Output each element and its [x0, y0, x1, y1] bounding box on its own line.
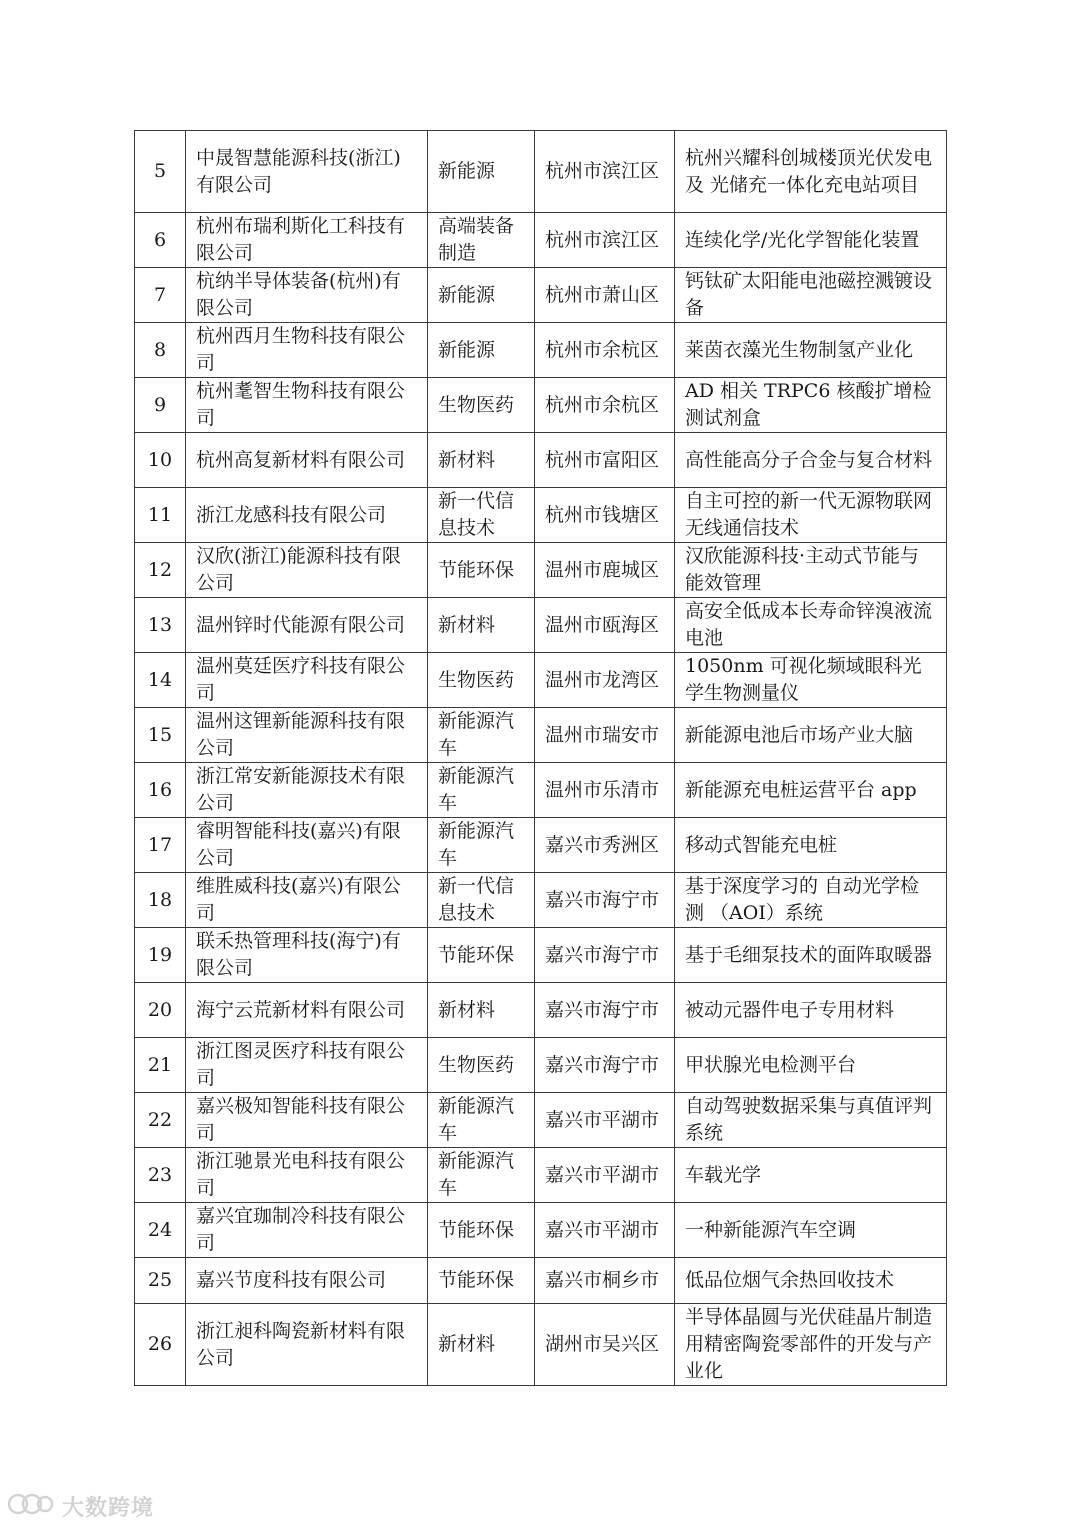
table-row [135, 323, 947, 378]
location-cell: 嘉兴市海宁市 [535, 1038, 675, 1093]
company-cell: 嘉兴宜珈制冷科技有限公司 [186, 1203, 428, 1258]
company-cell: 杭州高复新材料有限公司 [186, 433, 428, 488]
company-cell: 温州这锂新能源科技有限公司 [186, 708, 428, 763]
project-cell: 一种新能源汽车空调 [675, 1203, 947, 1258]
location-cell: 杭州市富阳区 [535, 433, 675, 488]
row-number: 23 [135, 1148, 186, 1203]
row-number: 15 [135, 708, 186, 763]
table-row [135, 213, 947, 268]
project-cell: 钙钛矿太阳能电池磁控溅镀设备 [675, 268, 947, 323]
project-cell: 半导体晶圆与光伏硅晶片制造用精密陶瓷零部件的开发与产业化 [675, 1304, 947, 1386]
project-cell: 新能源充电桩运营平台 app [675, 763, 947, 818]
location-cell: 杭州市钱塘区 [535, 488, 675, 543]
industry-cell: 生物医药 [428, 378, 535, 433]
table-row [135, 653, 947, 708]
row-number: 19 [135, 928, 186, 983]
industry-cell: 新一代信息技术 [428, 873, 535, 928]
project-cell: 汉欣能源科技·主动式节能与能效管理 [675, 543, 947, 598]
industry-cell: 新能源汽车 [428, 708, 535, 763]
row-number: 16 [135, 763, 186, 818]
company-cell: 中晟智慧能源科技(浙江)有限公司 [186, 131, 428, 213]
company-cell: 浙江昶科陶瓷新材料有限公司 [186, 1304, 428, 1386]
location-cell: 嘉兴市海宁市 [535, 928, 675, 983]
project-cell: 低品位烟气余热回收技术 [675, 1258, 947, 1304]
project-cell: 1050nm 可视化频域眼科光学生物测量仪 [675, 653, 947, 708]
location-cell: 杭州市萧山区 [535, 268, 675, 323]
location-cell: 温州市龙湾区 [535, 653, 675, 708]
row-number: 14 [135, 653, 186, 708]
industry-cell: 节能环保 [428, 928, 535, 983]
table-row [135, 873, 947, 928]
industry-cell: 新能源 [428, 323, 535, 378]
location-cell: 温州市瑞安市 [535, 708, 675, 763]
project-cell: 杭州兴耀科创城楼顶光伏发电及 光储充一体化充电站项目 [675, 131, 947, 213]
table-row [135, 598, 947, 653]
company-cell: 维胜威科技(嘉兴)有限公司 [186, 873, 428, 928]
company-cell: 杭州西月生物科技有限公司 [186, 323, 428, 378]
row-number: 21 [135, 1038, 186, 1093]
row-number: 5 [135, 131, 186, 213]
industry-cell: 新材料 [428, 1304, 535, 1386]
location-cell: 杭州市余杭区 [535, 323, 675, 378]
project-cell: 新能源电池后市场产业大脑 [675, 708, 947, 763]
table-row [135, 983, 947, 1038]
industry-cell: 新能源汽车 [428, 1148, 535, 1203]
table-row [135, 433, 947, 488]
location-cell: 杭州市滨江区 [535, 213, 675, 268]
company-cell: 联禾热管理科技(海宁)有限公司 [186, 928, 428, 983]
project-cell: 高安全低成本长寿命锌溴液流电池 [675, 598, 947, 653]
industry-cell: 新能源 [428, 131, 535, 213]
location-cell: 嘉兴市海宁市 [535, 873, 675, 928]
company-cell: 浙江图灵医疗科技有限公司 [186, 1038, 428, 1093]
industry-cell: 新能源 [428, 268, 535, 323]
industry-cell: 新一代信息技术 [428, 488, 535, 543]
project-cell: 车载光学 [675, 1148, 947, 1203]
table-row [135, 708, 947, 763]
industry-cell: 节能环保 [428, 543, 535, 598]
row-number: 13 [135, 598, 186, 653]
project-cell: 高性能高分子合金与复合材料 [675, 433, 947, 488]
row-number: 8 [135, 323, 186, 378]
company-cell: 睿明智能科技(嘉兴)有限公司 [186, 818, 428, 873]
industry-cell: 节能环保 [428, 1258, 535, 1304]
project-cell: 移动式智能充电桩 [675, 818, 947, 873]
table-row [135, 488, 947, 543]
project-cell: 自主可控的新一代无源物联网无线通信技术 [675, 488, 947, 543]
industry-cell: 生物医药 [428, 653, 535, 708]
row-number: 18 [135, 873, 186, 928]
industry-cell: 新材料 [428, 983, 535, 1038]
project-cell: 基于毛细泵技术的面阵取暖器 [675, 928, 947, 983]
table-row [135, 928, 947, 983]
location-cell: 嘉兴市平湖市 [535, 1203, 675, 1258]
table-row [135, 763, 947, 818]
row-number: 9 [135, 378, 186, 433]
table-row [135, 1093, 947, 1148]
table-row [135, 268, 947, 323]
table-row [135, 818, 947, 873]
location-cell: 温州市乐清市 [535, 763, 675, 818]
location-cell: 湖州市吴兴区 [535, 1304, 675, 1386]
industry-cell: 新材料 [428, 433, 535, 488]
row-number: 24 [135, 1203, 186, 1258]
row-number: 22 [135, 1093, 186, 1148]
project-cell: 甲状腺光电检测平台 [675, 1038, 947, 1093]
table-row [135, 543, 947, 598]
location-cell: 温州市瓯海区 [535, 598, 675, 653]
row-number: 10 [135, 433, 186, 488]
table-body [135, 131, 947, 1386]
row-number: 25 [135, 1258, 186, 1304]
table-row [135, 1203, 947, 1258]
project-cell: 莱茵衣藻光生物制氢产业化 [675, 323, 947, 378]
row-number: 7 [135, 268, 186, 323]
company-cell: 汉欣(浙江)能源科技有限公司 [186, 543, 428, 598]
logo-icon [8, 1491, 54, 1521]
location-cell: 嘉兴市平湖市 [535, 1148, 675, 1203]
company-cell: 浙江驰景光电科技有限公司 [186, 1148, 428, 1203]
company-cell: 浙江龙感科技有限公司 [186, 488, 428, 543]
company-cell: 温州锌时代能源有限公司 [186, 598, 428, 653]
table-row [135, 378, 947, 433]
project-cell: AD 相关 TRPC6 核酸扩增检测试剂盒 [675, 378, 947, 433]
location-cell: 嘉兴市海宁市 [535, 983, 675, 1038]
row-number: 6 [135, 213, 186, 268]
project-cell: 自动驾驶数据采集与真值评判系统 [675, 1093, 947, 1148]
company-cell: 杭州布瑞利斯化工科技有限公司 [186, 213, 428, 268]
table-row [135, 1304, 947, 1386]
location-cell: 杭州市滨江区 [535, 131, 675, 213]
location-cell: 温州市鹿城区 [535, 543, 675, 598]
industry-cell: 节能环保 [428, 1203, 535, 1258]
table-row [135, 1258, 947, 1304]
location-cell: 嘉兴市桐乡市 [535, 1258, 675, 1304]
location-cell: 嘉兴市秀洲区 [535, 818, 675, 873]
company-cell: 嘉兴节度科技有限公司 [186, 1258, 428, 1304]
row-number: 20 [135, 983, 186, 1038]
industry-cell: 新能源汽车 [428, 818, 535, 873]
company-cell: 海宁云荒新材料有限公司 [186, 983, 428, 1038]
company-cell: 嘉兴极知智能科技有限公司 [186, 1093, 428, 1148]
company-cell: 杭纳半导体装备(杭州)有限公司 [186, 268, 428, 323]
project-cell: 基于深度学习的 自动光学检测 （AOI）系统 [675, 873, 947, 928]
company-cell: 杭州耄智生物科技有限公司 [186, 378, 428, 433]
industry-cell: 新能源汽车 [428, 763, 535, 818]
company-cell: 温州莫廷医疗科技有限公司 [186, 653, 428, 708]
watermark [8, 1491, 154, 1521]
project-cell: 被动元器件电子专用材料 [675, 983, 947, 1038]
industry-cell: 生物医药 [428, 1038, 535, 1093]
row-number: 12 [135, 543, 186, 598]
row-number: 26 [135, 1304, 186, 1386]
industry-cell: 高端装备制造 [428, 213, 535, 268]
project-cell: 连续化学/光化学智能化装置 [675, 213, 947, 268]
watermark-text: 大数跨境 [62, 1495, 155, 1521]
project-table [134, 130, 947, 1386]
industry-cell: 新材料 [428, 598, 535, 653]
table-row [135, 131, 947, 213]
location-cell: 杭州市余杭区 [535, 378, 675, 433]
table-row [135, 1148, 947, 1203]
location-cell: 嘉兴市平湖市 [535, 1093, 675, 1148]
row-number: 11 [135, 488, 186, 543]
row-number: 17 [135, 818, 186, 873]
industry-cell: 新能源汽车 [428, 1093, 535, 1148]
company-cell: 浙江常安新能源技术有限公司 [186, 763, 428, 818]
table-row [135, 1038, 947, 1093]
